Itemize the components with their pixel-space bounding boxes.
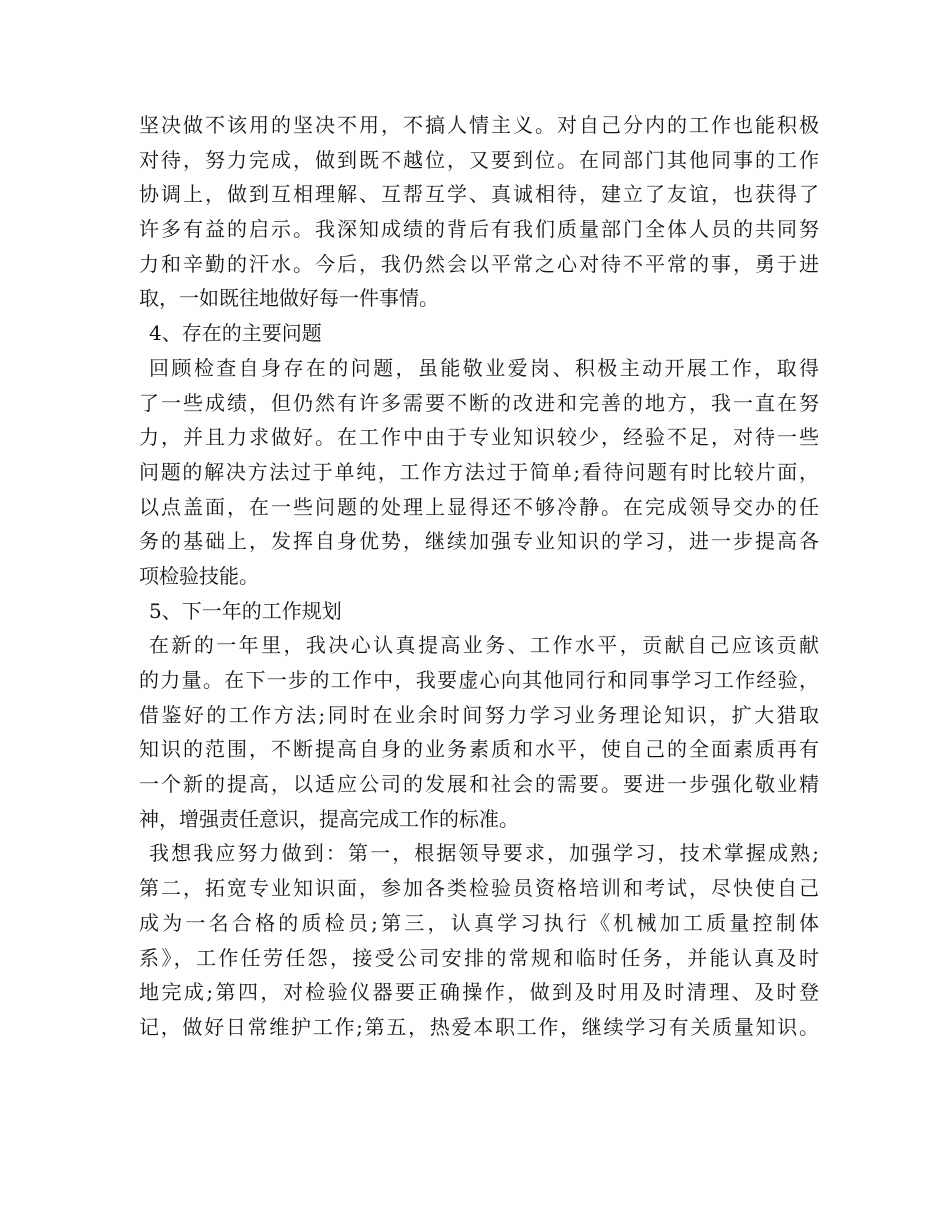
section-heading: 5、下一年的工作规划 (149, 598, 342, 623)
paragraph-line: 记，做好日常维护工作;第五，热爱本职工作，继续学习有关质量知识。 (139, 1014, 819, 1039)
paragraph-line: 在新的一年里，我决心认真提高业务、工作水平，贡献自己应该贡献 (149, 633, 819, 658)
paragraph-line: 力，并且力求做好。在工作中由于专业知识较少，经验不足，对待一些 (139, 425, 819, 450)
paragraph-line: 成为一名合格的质检员;第三，认真学习执行《机械加工质量控制体 (139, 910, 819, 935)
paragraph-line: 的力量。在下一步的工作中，我要虚心向其他同行和同事学习工作经验， (139, 668, 819, 692)
paragraph-line: 以点盖面，在一些问题的处理上显得还不够冷静。在完成领导交办的任 (139, 494, 819, 519)
paragraph-line: 回顾检查自身存在的问题，虽能敬业爱岗、积极主动开展工作，取得 (149, 355, 819, 380)
paragraph-line: 许多有益的启示。我深知成绩的背后有我们质量部门全体人员的共同努 (139, 217, 819, 242)
paragraph-line: 力和辛勤的汗水。今后，我仍然会以平常之心对待不平常的事，勇于进 (139, 251, 819, 276)
paragraph-line: 取，一如既往地做好每一件事情。 (139, 286, 439, 311)
document-body (139, 108, 819, 1045)
paragraph-line: 知识的范围，不断提高自身的业务素质和水平，使自己的全面素质再有 (139, 737, 819, 762)
section-heading: 4、存在的主要问题 (149, 321, 322, 346)
paragraph-line: 神，增强责任意识，提高完成工作的标准。 (139, 806, 519, 831)
paragraph-line: 坚决做不该用的坚决不用，不搞人情主义。对自己分内的工作也能积极 (139, 113, 819, 137)
paragraph-line: 地完成;第四，对检验仪器要正确操作，做到及时用及时清理、及时登 (139, 980, 819, 1005)
paragraph-line: 对待，努力完成，做到既不越位，又要到位。在同部门其他同事的工作 (139, 147, 819, 172)
paragraph-line: 问题的解决方法过于单纯，工作方法过于简单;看待问题有时比较片面， (139, 459, 819, 484)
paragraph-line: 借鉴好的工作方法;同时在业余时间努力学习业务理论知识，扩大猎取 (139, 702, 819, 727)
paragraph-line: 协调上，做到互相理解、互帮互学、真诚相待，建立了友谊，也获得了 (139, 182, 819, 207)
paragraph-line: 务的基础上，发挥自身优势，继续加强专业知识的学习，进一步提高各 (139, 529, 819, 554)
paragraph-line: 第二，拓宽专业知识面，参加各类检验员资格培训和考试，尽快使自己 (139, 876, 819, 901)
paragraph-line: 系》，工作任劳任怨，接受公司安排的常规和临时任务，并能认真及时 (139, 945, 819, 970)
paragraph-line: 我想我应努力做到：第一，根据领导要求，加强学习，技术掌握成熟; (149, 841, 819, 866)
paragraph-line: 一个新的提高，以适应公司的发展和社会的需要。要进一步强化敬业精 (139, 772, 819, 797)
paragraph-line: 项检验技能。 (139, 563, 259, 588)
paragraph-line: 了一些成绩，但仍然有许多需要不断的改进和完善的地方，我一直在努 (139, 390, 819, 415)
